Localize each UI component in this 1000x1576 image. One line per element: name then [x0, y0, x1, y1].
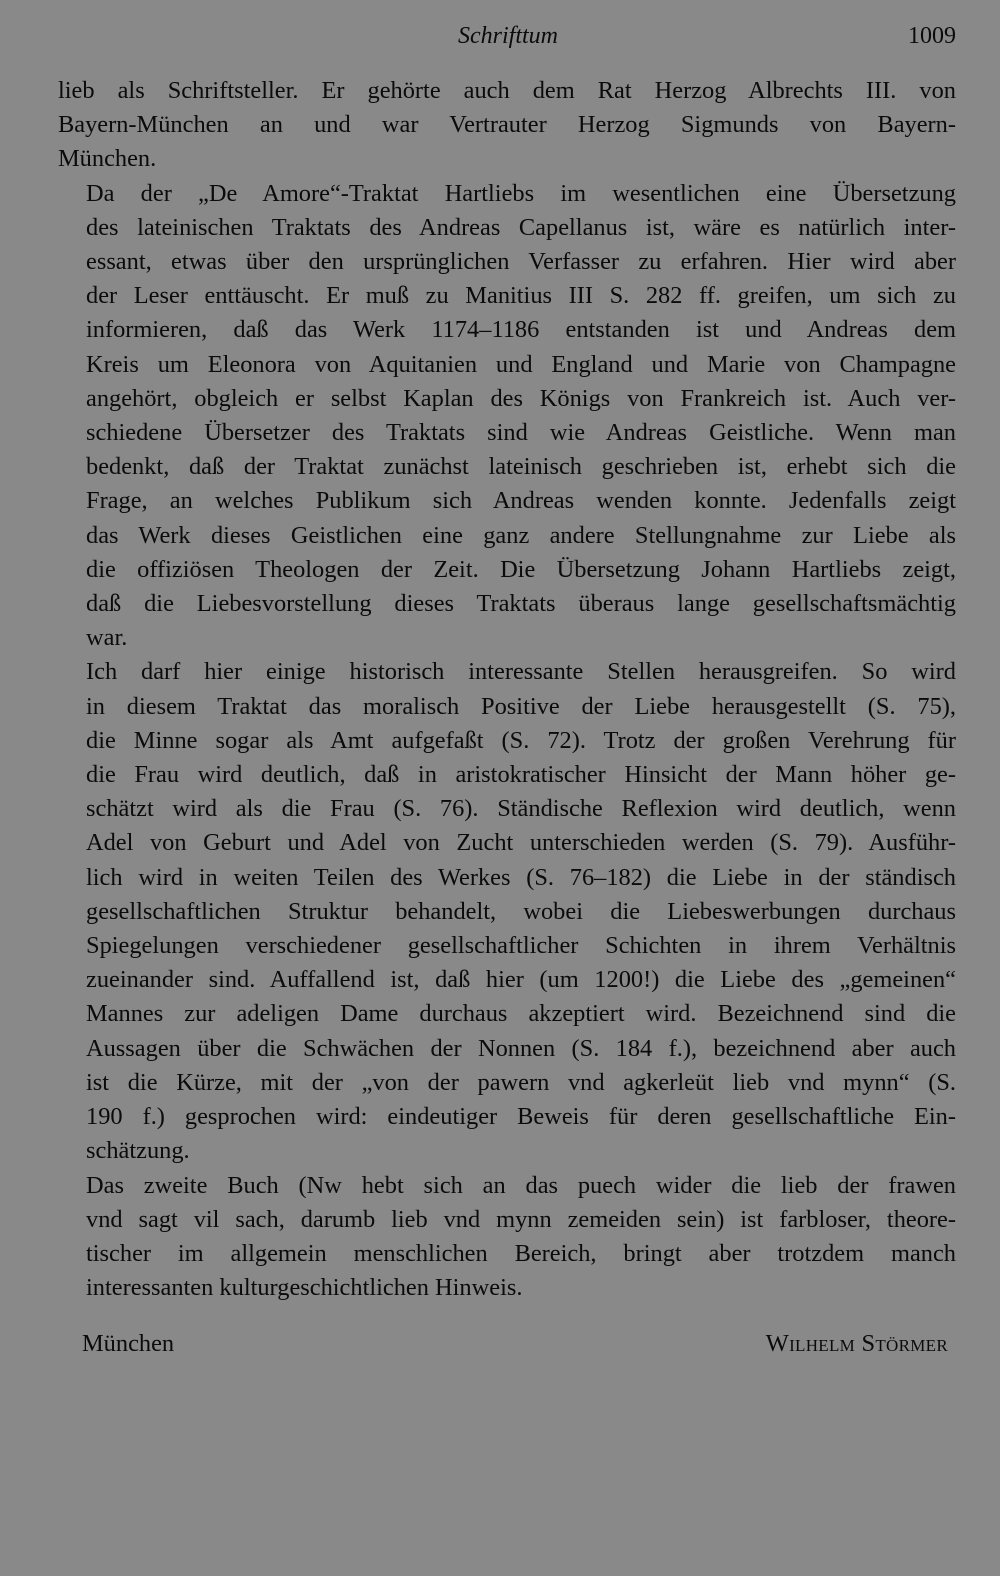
text-line: 190 f.) gesprochen wird: eindeutiger Beweis für deren gesellschaftliche Ein- — [86, 1103, 956, 1131]
text-line: Aussagen über die Schwächen der Nonnen (S. 184 f.), bezeichnend aber auch — [86, 1034, 956, 1062]
text-line: Da der „De Amore“-Traktat Hartliebs im wesentlichen eine Übersetzung — [86, 179, 956, 207]
text-line: die Minne sogar als Amt aufgefaßt (S. 72). Trotz der großen Verehrung für — [86, 726, 956, 754]
text-line: die Frau wird deutlich, daß in aristokratischer Hinsicht der Mann höher ge- — [86, 761, 956, 789]
text-line: Das zweite Buch (Nw hebt sich an das puech wider die lieb der frawen — [86, 1171, 956, 1199]
text-line: München. — [58, 145, 157, 173]
text-line: essant, etwas über den ursprünglichen Verfasser zu erfahren. Hier wird aber — [86, 248, 956, 276]
text-line: Kreis um Eleonora von Aquitanien und England und Marie von Champagne — [86, 350, 956, 378]
text-line: ist die Kürze, mit der „von der pawern vnd agkerleüt lieb vnd mynn“ (S. — [86, 1068, 956, 1096]
signature-line — [82, 1327, 948, 1363]
text-line: der Leser enttäuscht. Er muß zu Manitius III S. 282 ff. greifen, um sich zu — [86, 282, 956, 310]
text-line: lieb als Schriftsteller. Er gehörte auch dem Rat Herzog Albrechts III. von — [58, 77, 956, 104]
text-line: tischer im allgemein menschlichen Bereich, bringt aber trotzdem manch — [86, 1239, 956, 1267]
page-number: 1009 — [908, 23, 956, 49]
text-line: lich wird in weiten Teilen des Werkes (S. 76–182) die Liebe in der ständisch — [86, 863, 956, 891]
text-line: schätzung. — [86, 1137, 190, 1165]
paragraph — [58, 655, 956, 1168]
text-line: schiedene Übersetzer des Traktats sind wie Andreas Geistliche. Wenn man — [86, 419, 956, 447]
text-line: angehört, obgleich er selbst Kaplan des Königs von Frankreich ist. Auch ver- — [86, 384, 956, 412]
text-line: gesellschaftlichen Struktur behandelt, wobei die Liebeswerbungen durchaus — [86, 897, 956, 925]
text-line: die offiziösen Theologen der Zeit. Die Übersetzung Johann Hartliebs zeigt, — [86, 555, 956, 583]
text-line: das Werk dieses Geistlichen eine ganz andere Stellungnahme zur Liebe als — [86, 521, 956, 549]
signature-place: München — [82, 1330, 175, 1357]
text-line: daß die Liebesvorstellung dieses Traktats überaus lange gesellschaftsmächtig — [86, 590, 956, 618]
signature-author: Wilhelm Störmer — [765, 1330, 948, 1357]
paragraph — [58, 1169, 956, 1306]
text-line: schätzt wird als die Frau (S. 76). Ständische Reflexion wird deutlich, wenn — [86, 795, 956, 823]
text-line: Adel von Geburt und Adel von Zucht unterschieden werden (S. 79). Ausführ- — [86, 829, 956, 857]
page-header — [58, 20, 958, 54]
review-body — [58, 74, 956, 1305]
text-line: zueinander sind. Auffallend ist, daß hier (um 1200!) die Liebe des „gemeinen“ — [86, 966, 956, 994]
running-title: Schrifttum — [458, 23, 558, 49]
text-line: Bayern-München an und war Vertrauter Herzog Sigmunds von Bayern- — [58, 111, 956, 139]
text-line: bedenkt, daß der Traktat zunächst lateinisch geschrieben ist, erhebt sich die — [86, 453, 956, 481]
text-line: Spiegelungen verschiedener gesellschaftlicher Schichten in ihrem Verhältnis — [86, 932, 956, 960]
text-line: vnd sagt vil sach, darumb lieb vnd mynn zemeiden sein) ist farbloser, theore- — [86, 1205, 956, 1233]
text-line: Frage, an welches Publikum sich Andreas wenden konnte. Jedenfalls zeigt — [86, 487, 956, 515]
paragraph — [58, 177, 956, 656]
paragraph — [58, 74, 956, 177]
text-line: in diesem Traktat das moralisch Positive der Liebe herausgestellt (S. 75), — [86, 692, 956, 720]
text-line: des lateinischen Traktats des Andreas Capellanus ist, wäre es natürlich inter- — [86, 213, 956, 241]
text-line: war. — [86, 624, 128, 652]
text-line: interessanten kulturgeschichtlichen Hinweis. — [86, 1274, 523, 1302]
text-line: Ich darf hier einige historisch interessante Stellen herausgreifen. So wird — [86, 658, 956, 686]
text-line: informieren, daß das Werk 1174–1186 entstanden ist und Andreas dem — [86, 316, 956, 344]
text-line: Mannes zur adeligen Dame durchaus akzeptiert wird. Bezeichnend sind die — [86, 1000, 956, 1028]
